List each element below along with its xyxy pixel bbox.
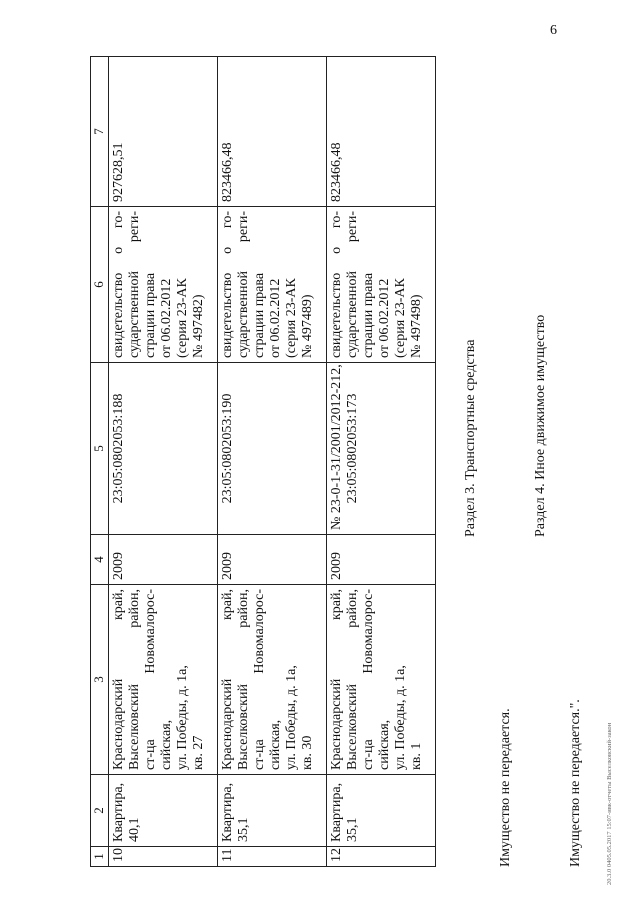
note-not-transferred: Имущество не передается.	[498, 708, 513, 867]
property-address: Краснодарский край, Выселковский район, ст-ца Новомалорос- сийская, ул. Победы, д. 1а, кв. 30	[218, 585, 327, 775]
property-table	[90, 56, 436, 867]
column-header: 2	[91, 775, 109, 847]
column-header: 7	[91, 57, 109, 207]
table-header-row	[91, 57, 109, 867]
registration-certificate: свидетельство о го- сударственной реги- страции права от 06.02.2012 (серия 23-АК № 497482)	[109, 207, 218, 363]
registration-certificate: свидетельство о го- сударственной реги- страции права от 06.02.2012 (серия 23-АК № 497498)	[327, 207, 436, 363]
cadastral-number: 23:05:0802053:190	[218, 363, 327, 535]
cadastral-number: № 23-0-1-31/2001/2012-212, 23:05:0802053:173	[327, 363, 436, 535]
row-number: 12	[327, 847, 436, 867]
property-year: 2009	[109, 535, 218, 585]
side-stamp: 20.3.0 0405.05.2017 15:07-ивк-отчеты Выселковский-закон	[606, 722, 613, 885]
column-header: 6	[91, 207, 109, 363]
section-4-heading: Раздел 4. Иное движимое имущество	[533, 314, 548, 537]
page-number: 6	[550, 23, 557, 38]
property-name: Квартира, 35,1	[218, 775, 327, 847]
property-name: Квартира, 35,1	[327, 775, 436, 847]
table-row	[218, 57, 327, 867]
column-header: 4	[91, 535, 109, 585]
note-not-transferred-final: Имущество не передается.".	[568, 699, 583, 867]
rotated-content	[90, 42, 583, 867]
property-address: Краснодарский край, Выселковский район, ст-ца Новомалорос- сийская, ул. Победы, д. 1а, кв. 1	[327, 585, 436, 775]
property-value: 823466,48	[327, 57, 436, 207]
row-number: 10	[109, 847, 218, 867]
table-row	[109, 57, 218, 867]
table-row	[327, 57, 436, 867]
column-header: 3	[91, 585, 109, 775]
property-value: 823466,48	[218, 57, 327, 207]
property-value: 927628,51	[109, 57, 218, 207]
cadastral-number: 23:05:0802053:188	[109, 363, 218, 535]
section-3-heading: Раздел 3. Транспортные средства	[463, 339, 478, 537]
property-address: Краснодарский край, Выселковский район, ст-ца Новомалорос- сийская, ул. Победы, д. 1а, кв. 27	[109, 585, 218, 775]
property-name: Квартира, 40,1	[109, 775, 218, 847]
column-header: 5	[91, 363, 109, 535]
property-year: 2009	[218, 535, 327, 585]
column-header: 1	[91, 847, 109, 867]
row-number: 11	[218, 847, 327, 867]
property-year: 2009	[327, 535, 436, 585]
registration-certificate: свидетельство о го- сударственной реги- страции права от 06.02.2012 (серия 23-АК № 497489)	[218, 207, 327, 363]
